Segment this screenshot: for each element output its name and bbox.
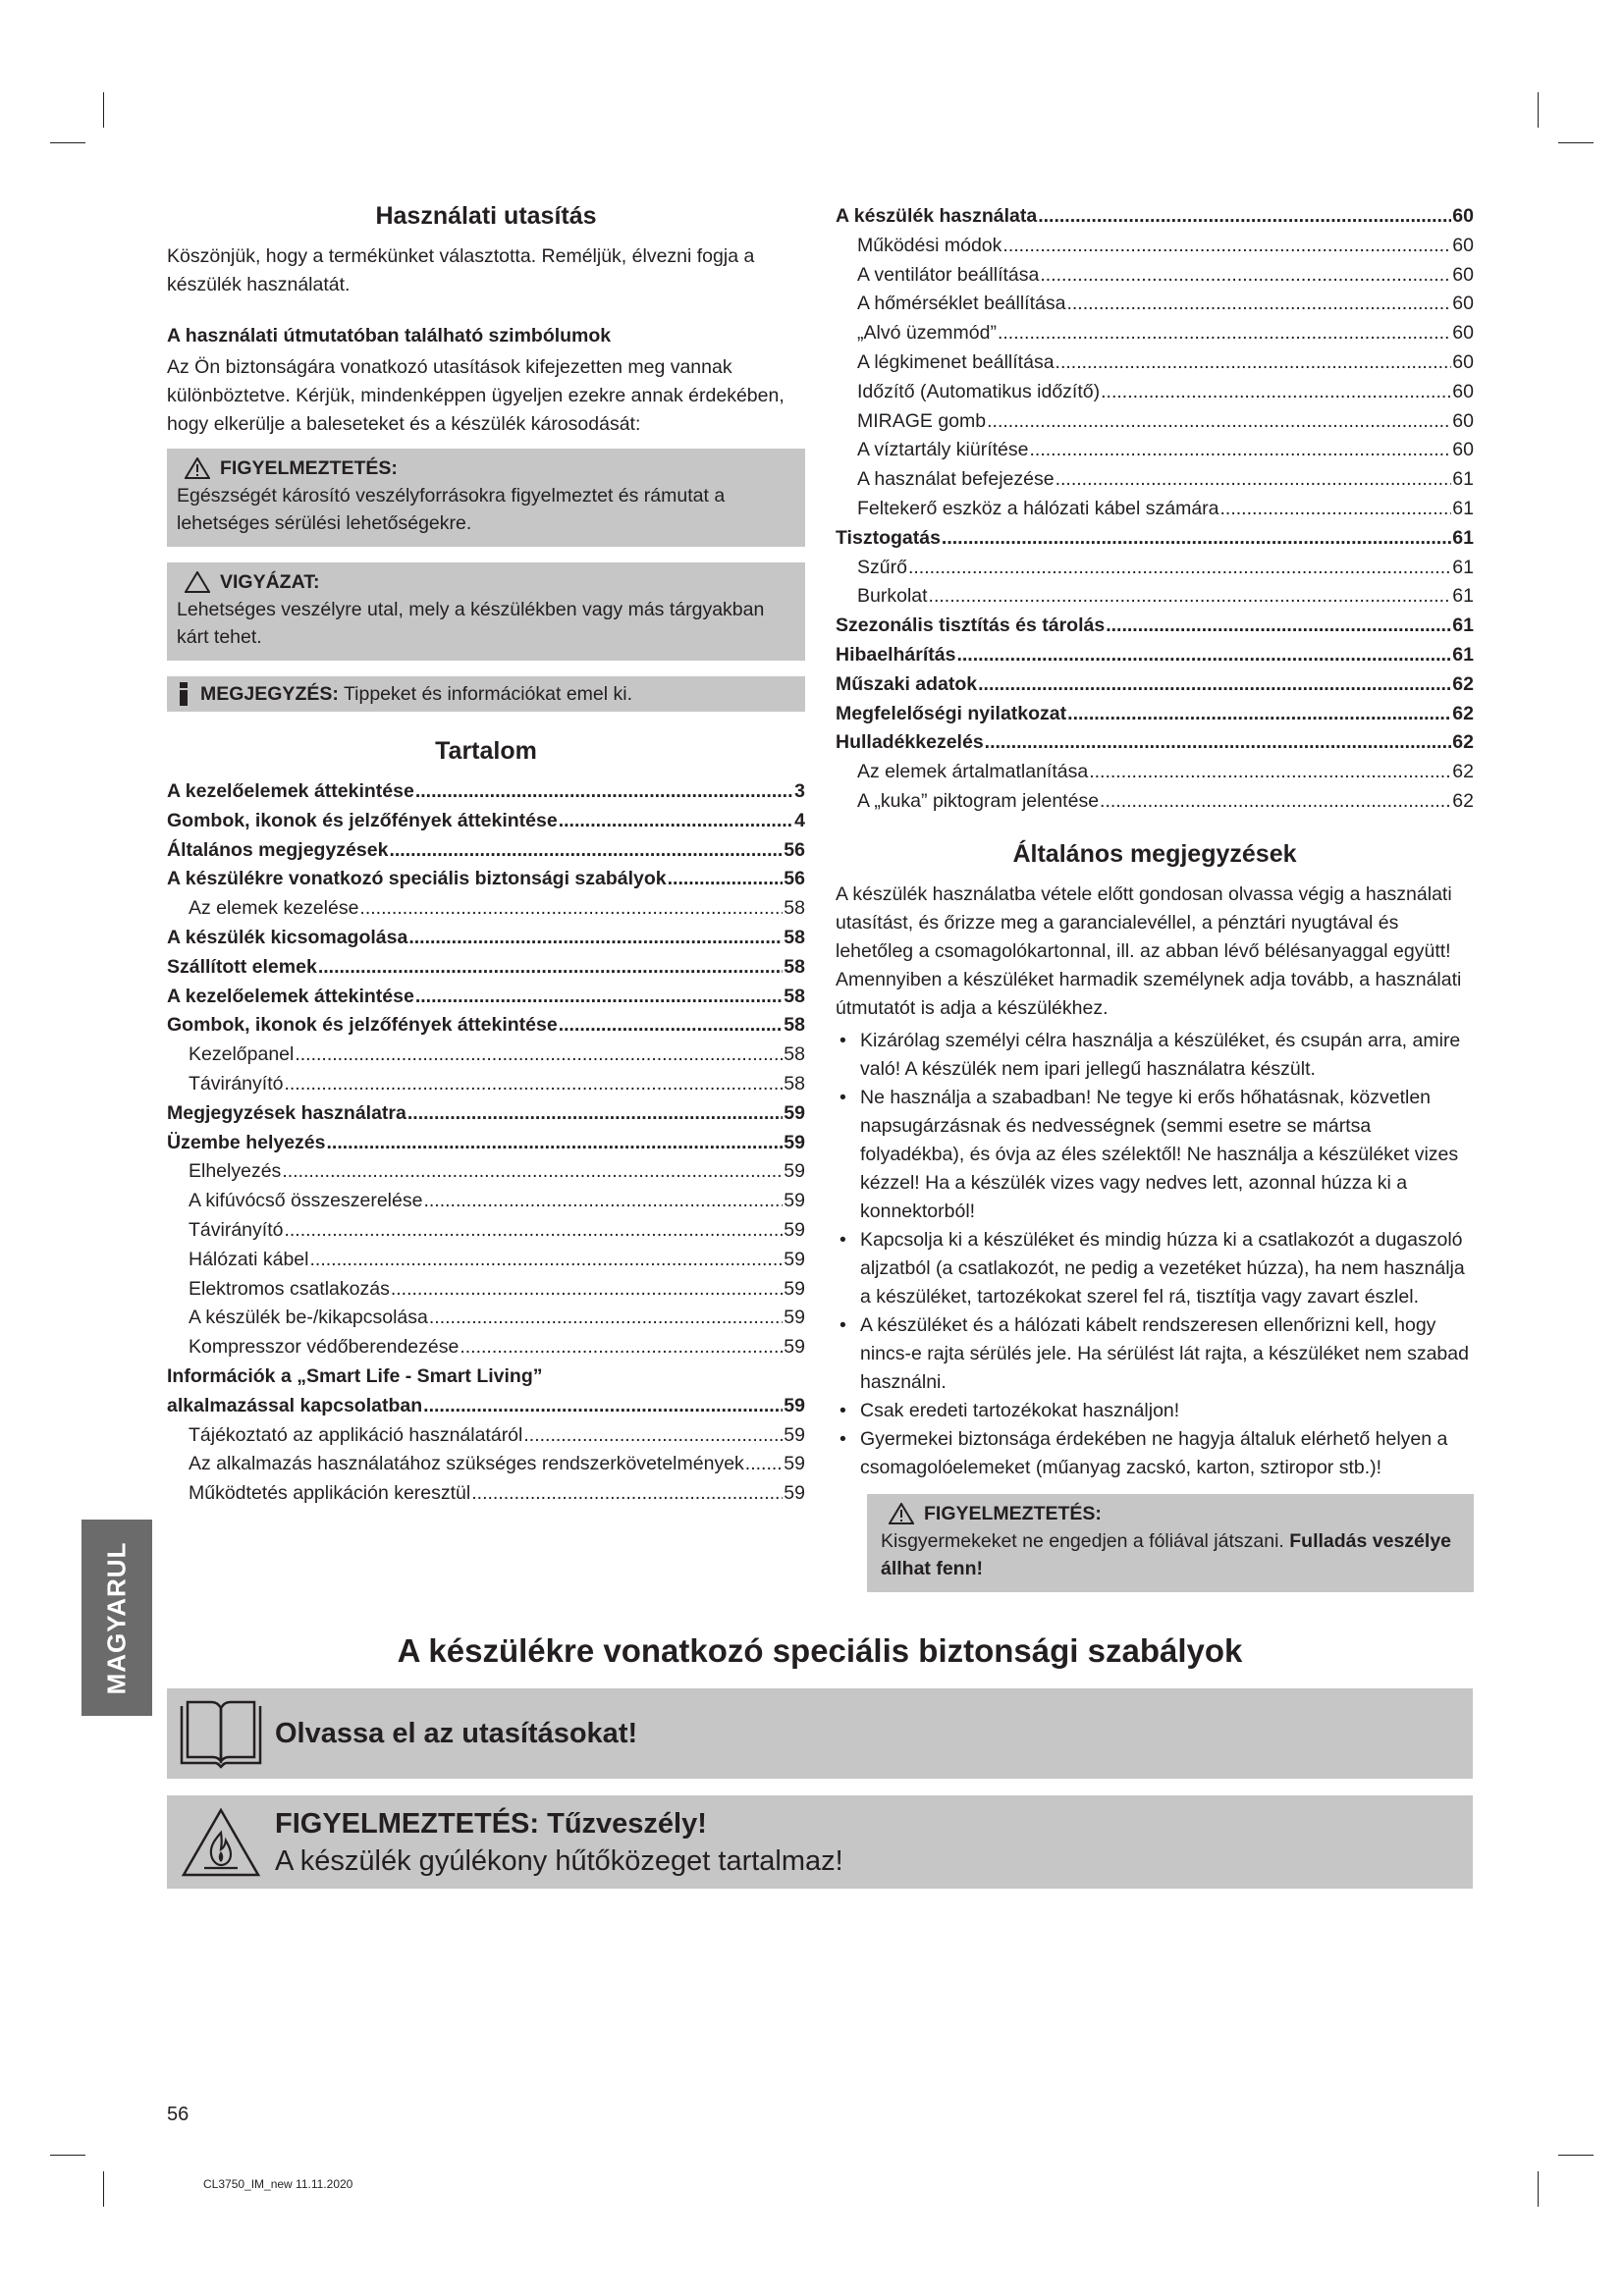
toc-entry-page: 58 xyxy=(784,1043,805,1066)
toc-entry-page: 62 xyxy=(1452,731,1474,754)
symbols-text: Az Ön biztonságára vonatkozó utasítások kifejezetten meg vannak különböztetve. Kérjük, mindenképpen ügyeljen ezekre annak érdekében, hogy elkerülje a baleseteket és a készülék károsodását: xyxy=(167,356,785,435)
toc-entry xyxy=(167,1216,805,1246)
toc-entry-page: 61 xyxy=(1452,614,1474,637)
toc-entry-label: Az elemek kezelése xyxy=(189,897,359,920)
toc-entry-label: Szűrő xyxy=(857,556,907,578)
toc-leader-dots xyxy=(978,670,1451,700)
toc-entry xyxy=(167,777,805,807)
toc-entry xyxy=(167,983,805,1012)
toc-leader-dots xyxy=(1002,232,1451,261)
toc-entry xyxy=(836,641,1474,670)
toc-entry-page: 62 xyxy=(1452,702,1474,724)
toc-entry-page: 59 xyxy=(784,1190,805,1212)
general-bullet-item: • Ne használja a szabadban! Ne tegye ki erős hőhatásnak, közvetlen napsugárzásnak és nedvességnek (semmi esetre se mártsa folyadékba), és óvja az éles szélektől! Ne használja a készüléket vizes kézzel! Ha a készülék vizes vagy nedves lett, azonnal húzza ki a konnektorból! xyxy=(836,1084,1474,1226)
toc-entry-label: Gombok, ikonok és jelzőfények áttekintése xyxy=(167,1014,558,1037)
toc-entry-page: 59 xyxy=(784,1482,805,1505)
toc-entry-label: Elektromos csatlakozás xyxy=(189,1277,390,1300)
toc-entry-label: A víztartály kiürítése xyxy=(857,439,1029,461)
crop-mark xyxy=(50,142,85,143)
info-icon xyxy=(177,682,190,706)
fire-warning-title: FIGYELMEZTETÉS: Tűzveszély! xyxy=(275,1807,707,1840)
toc-entry-label: „Alvó üzemmód” xyxy=(857,322,997,345)
toc-leader-dots xyxy=(1220,495,1452,524)
toc-entry-label: MIRAGE gomb xyxy=(857,409,987,432)
left-column xyxy=(167,202,805,1509)
general-title: Általános megjegyzések xyxy=(1012,839,1297,868)
toc-entry-page: 3 xyxy=(794,780,805,802)
toc-entry-label: Tisztogatás xyxy=(836,526,941,549)
toc-entry-page: 60 xyxy=(1452,380,1474,402)
toc-entry-page: 62 xyxy=(1452,761,1474,783)
toc-entry xyxy=(167,1362,805,1392)
toc-entry-page: 62 xyxy=(1452,789,1474,812)
toc-leader-dots xyxy=(309,1246,783,1275)
toc-entry xyxy=(167,1011,805,1041)
toc-leader-dots xyxy=(318,953,783,983)
toc-entry xyxy=(167,1157,805,1187)
caution-title: VIGYÁZAT: xyxy=(220,571,320,593)
toc-entry-label: Megfelelőségi nyilatkozat xyxy=(836,702,1067,724)
toc-entry xyxy=(167,1304,805,1333)
toc-entry xyxy=(167,1246,805,1275)
toc-entry-label: Működési módok xyxy=(857,234,1002,256)
suffocation-warning-bold: Fulladás veszélye állhat fenn! xyxy=(881,1529,1452,1579)
toc-entry xyxy=(836,407,1474,437)
toc-leader-dots xyxy=(942,524,1451,554)
toc-entry-label: Tájékoztató az applikáció használatáról xyxy=(189,1423,523,1446)
toc-entry-label: A hőmérséklet beállítása xyxy=(857,293,1066,315)
toc-right-list xyxy=(836,202,1474,817)
read-instructions-band xyxy=(167,1688,1473,1779)
crop-mark xyxy=(103,92,104,128)
crop-mark xyxy=(1538,92,1539,128)
toc-entry-label: A készülék használata xyxy=(836,205,1038,227)
toc-entry xyxy=(167,1041,805,1070)
toc-entry-label: Az elemek ártalmatlanítása xyxy=(857,761,1089,783)
toc-entry xyxy=(167,953,805,983)
toc-entry xyxy=(836,465,1474,495)
toc-leader-dots xyxy=(407,1099,783,1129)
toc-leader-dots xyxy=(745,1450,784,1479)
toc-leader-dots xyxy=(1066,290,1451,319)
toc-entry-page: 60 xyxy=(1452,293,1474,315)
note-text: Tippeket és információkat emel ki. xyxy=(343,683,633,705)
toc-entry-label: alkalmazással kapcsolatban xyxy=(167,1394,423,1416)
toc-leader-dots xyxy=(559,807,793,836)
toc-leader-dots xyxy=(559,1011,784,1041)
toc-leader-dots xyxy=(1038,202,1451,232)
toc-entry-page: 58 xyxy=(784,1014,805,1037)
toc-entry xyxy=(836,202,1474,232)
toc-entry-label: Általános megjegyzések xyxy=(167,838,389,861)
suffocation-warning-title: FIGYELMEZTETÉS: xyxy=(924,1502,1102,1524)
crop-mark xyxy=(1558,142,1594,143)
fire-warning-text: A készülék gyúlékony hűtőközeget tartalmaz! xyxy=(275,1844,843,1877)
language-label: MAGYARUL xyxy=(101,1541,132,1694)
toc-leader-dots xyxy=(284,1216,783,1246)
toc-entry-label: Megjegyzések használatra xyxy=(167,1101,406,1124)
toc-leader-dots xyxy=(389,836,783,866)
toc-entry xyxy=(167,1070,805,1099)
toc-leader-dots xyxy=(423,1187,783,1216)
toc-leader-dots xyxy=(1100,787,1451,817)
toc-entry-label: A légkimenet beállítása xyxy=(857,350,1055,373)
toc-leader-dots xyxy=(460,1333,783,1362)
safety-title: A készülékre vonatkozó speciális biztonsági szabályok xyxy=(397,1632,1243,1669)
toc-entry-label: Gombok, ikonok és jelzőfények áttekintése xyxy=(167,809,558,831)
toc-leader-dots xyxy=(668,865,784,894)
note-title: MEGJEGYZÉS: xyxy=(200,683,339,705)
toc-leader-dots xyxy=(1089,758,1451,787)
toc-entry xyxy=(167,1333,805,1362)
toc-entry xyxy=(167,1099,805,1129)
toc-entry-page: 61 xyxy=(1452,468,1474,491)
toc-entry-label: Távirányító xyxy=(189,1218,284,1241)
toc-entry-page: 59 xyxy=(784,1394,805,1416)
toc-entry-page: 59 xyxy=(784,1160,805,1183)
caution-text: Lehetséges veszélyre utal, mely a készülékben vagy más tárgyakban kárt tehet. xyxy=(177,599,765,648)
toc-entry xyxy=(167,807,805,836)
toc-entry xyxy=(167,1479,805,1509)
suffocation-warning xyxy=(867,1494,1474,1592)
crop-mark xyxy=(50,2155,85,2156)
toc-entry xyxy=(167,1421,805,1451)
toc-entry xyxy=(836,582,1474,612)
toc-entry-label: Szállított elemek xyxy=(167,955,317,978)
toc-entry xyxy=(167,924,805,953)
general-bullet-item: • Csak eredeti tartozékokat használjon! xyxy=(836,1397,1474,1425)
toc-entry-page: 58 xyxy=(784,926,805,948)
toc-entry-label: A készülék be-/kikapcsolása xyxy=(189,1307,428,1329)
symbols-heading: A használati útmutatóban található szimbólumok xyxy=(167,325,612,347)
toc-leader-dots xyxy=(408,924,783,953)
intro-title: Használati utasítás xyxy=(375,202,597,230)
crop-mark xyxy=(1538,2171,1539,2207)
toc-entry xyxy=(836,378,1474,407)
toc-entry-page: 59 xyxy=(784,1307,805,1329)
toc-entry-page: 60 xyxy=(1452,234,1474,256)
toc-entry-label: Burkolat xyxy=(857,585,928,608)
toc-entry xyxy=(836,554,1474,583)
toc-entry xyxy=(167,1392,805,1421)
toc-entry xyxy=(836,728,1474,758)
general-bullets xyxy=(836,1027,1474,1482)
right-column xyxy=(836,202,1474,1608)
toc-leader-dots xyxy=(1067,700,1451,729)
toc-leader-dots xyxy=(1056,348,1452,378)
toc-entry-label: Hálózati kábel xyxy=(189,1248,309,1270)
toc-entry-page: 60 xyxy=(1452,205,1474,227)
toc-entry xyxy=(836,436,1474,465)
toc-entry-label: A készülék kicsomagolása xyxy=(167,926,408,948)
toc-entry-page: 60 xyxy=(1452,409,1474,432)
language-side-tab xyxy=(81,1520,152,1716)
toc-entry xyxy=(836,612,1474,641)
toc-entry xyxy=(836,232,1474,261)
toc-entry-page: 58 xyxy=(784,985,805,1007)
toc-entry xyxy=(836,787,1474,817)
toc-entry-label: Kompresszor védőberendezése xyxy=(189,1336,460,1359)
toc-entry xyxy=(836,319,1474,348)
toc-entry xyxy=(167,1450,805,1479)
toc-entry-label: Működtetés applikáción keresztül xyxy=(189,1482,471,1505)
toc-entry-label: A kifúvócső összeszerelése xyxy=(189,1190,423,1212)
toc-entry-page: 59 xyxy=(784,1336,805,1359)
toc-entry-label: A kezelőelemek áttekintése xyxy=(167,985,414,1007)
toc-entry xyxy=(836,290,1474,319)
crop-mark xyxy=(103,2171,104,2207)
note-notice xyxy=(167,676,805,712)
toc-leader-dots xyxy=(998,319,1451,348)
toc-leader-dots xyxy=(391,1275,783,1305)
toc-entry xyxy=(167,894,805,924)
toc-entry xyxy=(836,495,1474,524)
crop-mark xyxy=(1558,2155,1594,2156)
toc-entry-page: 60 xyxy=(1452,439,1474,461)
toc-entry-page: 62 xyxy=(1452,672,1474,695)
page-number: 56 xyxy=(167,2104,189,2125)
toc-entry-label: Kezelőpanel xyxy=(189,1043,295,1066)
toc-entry-label: A „kuka” piktogram jelentése xyxy=(857,789,1100,812)
toc-entry xyxy=(836,670,1474,700)
toc-leader-dots xyxy=(1040,261,1451,291)
toc-entry-page: 60 xyxy=(1452,350,1474,373)
toc-left-list xyxy=(167,777,805,1509)
toc-entry-label: Hibaelhárítás xyxy=(836,643,956,666)
toc-entry xyxy=(836,758,1474,787)
toc-entry-label: Elhelyezés xyxy=(189,1160,282,1183)
general-text: A készülék használatba vétele előtt gondosan olvassa végig a használati utasítást, és őrizze meg a garancialevéllel, a pénztári nyugtával és lehetőleg a csomagolókartonnal, ill. az abban lévő bélésanyaggal együtt! Amennyiben a készüléket harmadik személynek adja tovább, a használati útmutatót is adja a készülékhez. xyxy=(836,882,1462,1019)
toc-entry-page: 56 xyxy=(784,838,805,861)
toc-entry-page: 61 xyxy=(1452,556,1474,578)
intro-text: Köszönjük, hogy a termékünket választotta. Reméljük, élvezni fogja a készülék használatát. xyxy=(167,245,755,295)
warning-triangle-icon xyxy=(889,1503,914,1524)
toc-leader-dots xyxy=(295,1041,783,1070)
toc-entry-label: A használat befejezése xyxy=(857,468,1055,491)
toc-entry-page: 59 xyxy=(784,1453,805,1475)
fire-warning-band xyxy=(167,1795,1473,1889)
warning-text: Egészségét károsító veszélyforrásokra figyelmeztet és rámutat a lehetséges sérülési lehetőségekre. xyxy=(177,485,726,534)
toc-entry-page: 61 xyxy=(1452,585,1474,608)
toc-entry-page: 4 xyxy=(794,809,805,831)
toc-entry-page: 61 xyxy=(1452,526,1474,549)
toc-entry xyxy=(167,865,805,894)
toc-leader-dots xyxy=(359,894,783,924)
toc-entry xyxy=(167,1187,805,1216)
toc-entry-page: 59 xyxy=(784,1131,805,1153)
toc-entry-page: 59 xyxy=(784,1248,805,1270)
toc-entry-label: A ventilátor beállítása xyxy=(857,263,1040,286)
toc-entry-label: Feltekerő eszköz a hálózati kábel számára xyxy=(857,497,1219,519)
toc-leader-dots xyxy=(523,1421,783,1451)
toc-entry-page: 61 xyxy=(1452,497,1474,519)
general-bullet-item: • Gyermekei biztonsága érdekében ne hagyja általuk elérhető helyen a csomagolóelemeket (műanyag zacskó, karton, sztiropor stb.)! xyxy=(836,1425,1474,1482)
suffocation-warning-text: Kisgyermekeket ne engedjen a fóliával játszani. xyxy=(881,1529,1284,1552)
toc-entry-page: 59 xyxy=(784,1218,805,1241)
toc-entry-label: A készülékre vonatkozó speciális biztonsági szabályok xyxy=(167,868,667,890)
warning-notice xyxy=(167,449,805,547)
toc-entry-page: 58 xyxy=(784,1072,805,1095)
toc-entry-page: 60 xyxy=(1452,322,1474,345)
caution-notice xyxy=(167,562,805,661)
toc-leader-dots xyxy=(929,582,1452,612)
toc-leader-dots xyxy=(987,407,1451,437)
toc-title: Tartalom xyxy=(435,737,537,765)
general-bullet-item: • Kapcsolja ki a készüléket és mindig húzza ki a csatlakozót a dugaszoló aljzatból (a csatlakozót, ne pedig a vezetéket húzza), ha nem használja a készüléket, tartozékokat szerel fel rá, tisztítja vagy zavart észlel. xyxy=(836,1226,1474,1311)
toc-leader-dots xyxy=(327,1129,784,1158)
toc-entry-page: 56 xyxy=(784,868,805,890)
toc-leader-dots xyxy=(471,1479,783,1509)
toc-entry xyxy=(167,1129,805,1158)
toc-entry-page: 58 xyxy=(784,955,805,978)
toc-entry-label: Az alkalmazás használatához szükséges rendszerkövetelmények xyxy=(189,1453,744,1475)
toc-entry xyxy=(836,524,1474,554)
toc-leader-dots xyxy=(1056,465,1452,495)
toc-leader-dots xyxy=(415,777,793,807)
toc-entry xyxy=(836,700,1474,729)
toc-entry-page: 59 xyxy=(784,1423,805,1446)
toc-entry-label: Hulladékkezelés xyxy=(836,731,984,754)
toc-leader-dots xyxy=(908,554,1451,583)
caution-triangle-icon xyxy=(185,571,210,593)
general-bullet-item: • Kizárólag személyi célra használja a készüléket, és csupán arra, amire való! A készülék nem ipari jellegű használatra készült. xyxy=(836,1027,1474,1084)
toc-entry xyxy=(836,348,1474,378)
toc-entry-label: Szezonális tisztítás és tárolás xyxy=(836,614,1106,637)
toc-entry-page: 59 xyxy=(784,1101,805,1124)
toc-leader-dots xyxy=(985,728,1452,758)
toc-entry-label: Információk a „Smart Life - Smart Living” xyxy=(167,1364,543,1387)
toc-leader-dots xyxy=(415,983,783,1012)
toc-entry xyxy=(167,836,805,866)
toc-entry-page: 58 xyxy=(784,897,805,920)
toc-entry-label: Távirányító xyxy=(189,1072,284,1095)
toc-leader-dots xyxy=(429,1304,783,1333)
toc-leader-dots xyxy=(1106,612,1451,641)
document-code: CL3750_IM_new 11.11.2020 xyxy=(203,2177,353,2191)
warning-title: FIGYELMEZTETÉS: xyxy=(220,457,398,479)
warning-triangle-icon xyxy=(185,457,210,479)
toc-entry xyxy=(836,261,1474,291)
toc-leader-dots xyxy=(956,641,1451,670)
toc-leader-dots xyxy=(1101,378,1451,407)
toc-entry xyxy=(167,1275,805,1305)
toc-leader-dots xyxy=(284,1070,783,1099)
toc-entry-label: Üzembe helyezés xyxy=(167,1131,326,1153)
toc-entry-label: Műszaki adatok xyxy=(836,672,978,695)
read-instructions-text: Olvassa el az utasításokat! xyxy=(275,1718,638,1749)
toc-leader-dots xyxy=(423,1392,783,1421)
book-icon xyxy=(176,1698,266,1769)
general-bullet-item: • A készüléket és a hálózati kábelt rendszeresen ellenőrizni kell, hogy nincs-e rajta sérülés jele. Ha sérülést lát rajta, a készüléket nem szabad használni. xyxy=(836,1311,1474,1397)
toc-entry-label: A kezelőelemek áttekintése xyxy=(167,780,414,802)
toc-leader-dots xyxy=(282,1157,783,1187)
toc-entry-page: 59 xyxy=(784,1277,805,1300)
toc-entry-label: Időzítő (Automatikus időzítő) xyxy=(857,380,1101,402)
toc-leader-dots xyxy=(1029,436,1451,465)
toc-entry-page: 61 xyxy=(1452,643,1474,666)
toc-entry-page: 60 xyxy=(1452,263,1474,286)
flammable-warning-icon xyxy=(181,1807,261,1878)
